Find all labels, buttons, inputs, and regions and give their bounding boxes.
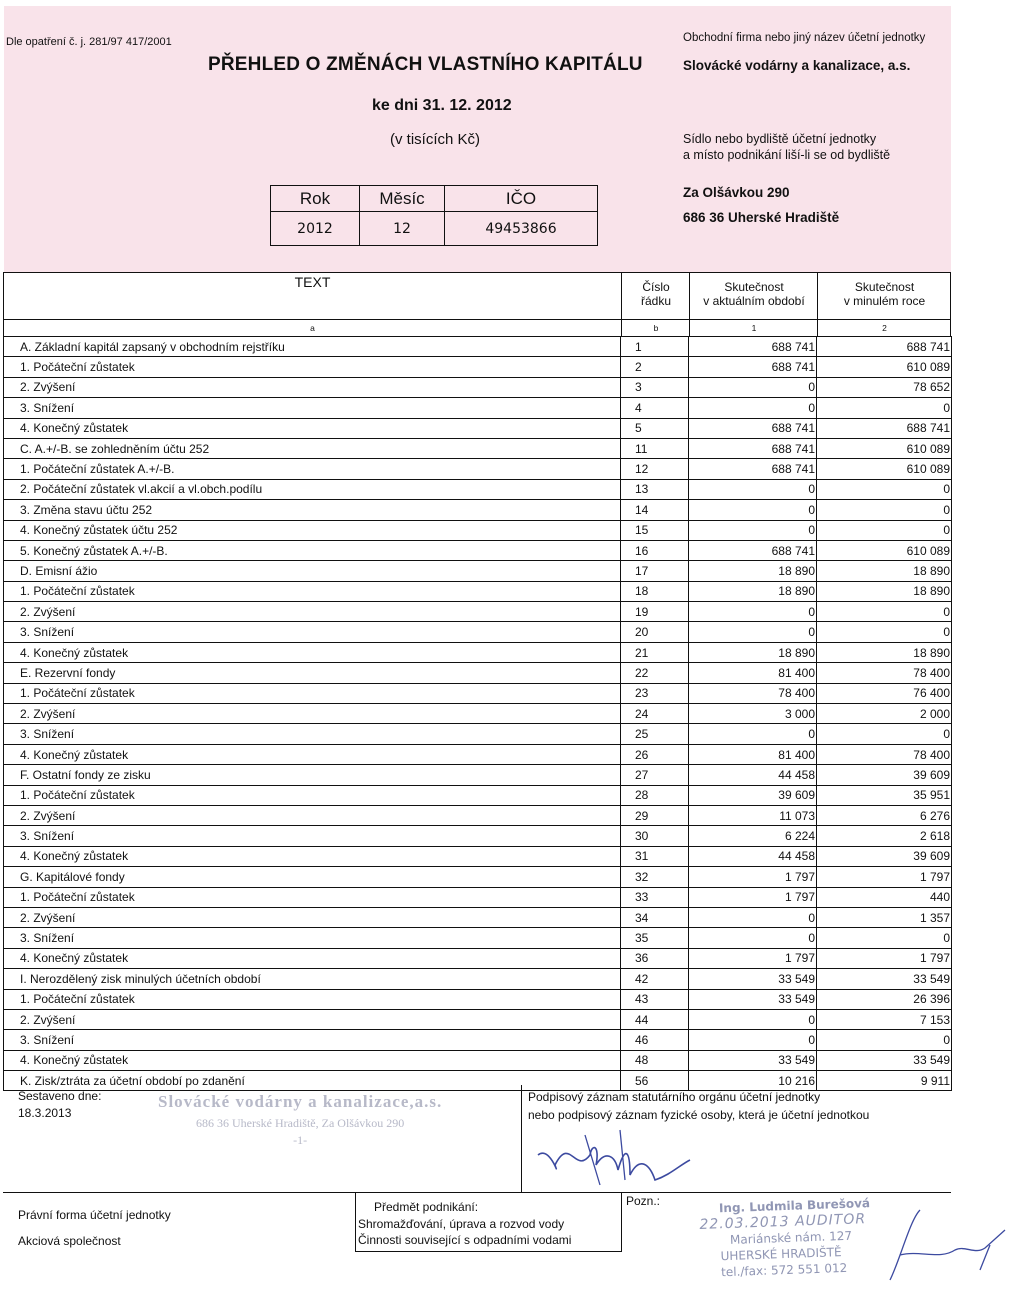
row-current-value: 1 797 <box>689 887 817 907</box>
seat-label-line2: a místo podnikání liší-li se od bydliště <box>683 148 891 162</box>
row-previous-value: 7 153 <box>817 1009 952 1029</box>
column-current <box>689 273 818 336</box>
table-row <box>4 1050 952 1070</box>
row-label: 4. Konečný zůstatek účtu 252 <box>4 520 621 540</box>
auditor-name: Ing. Ludmila Burešová <box>718 1196 871 1216</box>
stamp-line3: -1- <box>293 1133 308 1147</box>
business-line2: Činnosti související s odpadními vodami <box>358 1233 572 1247</box>
compiled-block <box>18 1088 101 1122</box>
row-previous-value: 688 741 <box>817 418 952 438</box>
row-label: K. Zisk/ztráta za účetní období po zdanění <box>4 1071 621 1091</box>
row-previous-value: 1 357 <box>817 907 952 927</box>
row-previous-value: 610 089 <box>817 357 952 377</box>
table-body <box>4 337 952 1091</box>
row-previous-value: 0 <box>817 602 952 622</box>
row-label: 4. Konečný zůstatek <box>4 642 621 662</box>
row-previous-value: 0 <box>817 398 952 418</box>
row-current-value: 0 <box>689 377 817 397</box>
row-previous-value: 0 <box>817 622 952 642</box>
table-row <box>4 765 952 785</box>
id-header-ico: IČO <box>445 186 598 212</box>
address <box>683 180 839 230</box>
row-number: 48 <box>621 1050 689 1070</box>
address-line2: 686 36 Uherské Hradiště <box>683 210 840 225</box>
decree-reference: Dle opatření č. j. 281/97 417/2001 <box>6 36 172 48</box>
row-current-value: 10 216 <box>689 1071 817 1091</box>
currency-units: (v tisících Kč) <box>390 131 481 148</box>
row-current-value: 78 400 <box>689 683 817 703</box>
row-number: 35 <box>621 928 689 948</box>
table-row <box>4 846 952 866</box>
signature-label-line1: Podpisový záznam statutárního orgánu účetní jednotky <box>528 1090 821 1104</box>
row-number: 23 <box>621 683 689 703</box>
signature-label-line2: nebo podpisový záznam fyzické osoby, která je účetní jednotkou <box>528 1108 870 1122</box>
row-label: 3. Snížení <box>4 826 621 846</box>
row-label: 2. Počáteční zůstatek vl.akcií a vl.obch.podílu <box>4 479 621 499</box>
table-row <box>4 602 952 622</box>
row-number: 17 <box>621 561 689 581</box>
row-previous-value: 6 276 <box>817 805 952 825</box>
row-number: 11 <box>621 438 689 458</box>
row-label: 3. Snížení <box>4 398 621 418</box>
row-number: 12 <box>621 459 689 479</box>
row-previous-value: 0 <box>817 479 952 499</box>
row-label: 1. Počáteční zůstatek <box>4 683 621 703</box>
row-previous-value: 2 618 <box>817 826 952 846</box>
table-row <box>4 948 952 968</box>
table-row <box>4 377 952 397</box>
row-previous-value: 610 089 <box>817 459 952 479</box>
row-number: 46 <box>621 1030 689 1050</box>
row-label: 1. Počáteční zůstatek <box>4 989 621 1009</box>
row-current-value: 33 549 <box>689 989 817 1009</box>
table-row <box>4 867 952 887</box>
table-row <box>4 704 952 724</box>
column-text: TEXT <box>294 274 331 290</box>
row-number: 56 <box>621 1071 689 1091</box>
column-sub-1: 1 <box>751 323 757 333</box>
compiled-label: Sestaveno dne: <box>18 1089 102 1103</box>
bottom-underline <box>355 1251 621 1252</box>
row-current-value: 3 000 <box>689 704 817 724</box>
row-number: 42 <box>621 969 689 989</box>
table-row <box>4 581 952 601</box>
row-number: 36 <box>621 948 689 968</box>
row-current-value: 1 797 <box>689 867 817 887</box>
row-label: 1. Počáteční zůstatek <box>4 581 621 601</box>
table-row <box>4 907 952 927</box>
row-previous-value: 39 609 <box>817 846 952 866</box>
id-value-year: 2012 <box>271 212 360 246</box>
row-number: 16 <box>621 540 689 560</box>
row-label: F. Ostatní fondy ze zisku <box>4 765 621 785</box>
row-current-value: 18 890 <box>689 642 817 662</box>
row-current-value: 688 741 <box>689 337 817 357</box>
row-current-value: 81 400 <box>689 744 817 764</box>
row-previous-value: 78 400 <box>817 744 952 764</box>
auditor-date: 22.03.2013 <box>699 1213 790 1233</box>
id-header-month: Měsíc <box>360 186 445 212</box>
column-current-line2: v aktuálním období <box>703 294 805 308</box>
row-label: 4. Konečný zůstatek <box>4 744 621 764</box>
row-label: 4. Konečný zůstatek <box>4 948 621 968</box>
bottom-divider-1 <box>355 1192 356 1252</box>
row-current-value: 39 609 <box>689 785 817 805</box>
row-previous-value: 35 951 <box>817 785 952 805</box>
row-current-value: 0 <box>689 1030 817 1050</box>
row-previous-value: 1 797 <box>817 948 952 968</box>
row-number: 1 <box>621 337 689 357</box>
report-date: ke dni 31. 12. 2012 <box>372 97 512 114</box>
row-current-value: 6 224 <box>689 826 817 846</box>
table-row <box>4 683 952 703</box>
row-label: A. Základní kapitál zapsaný v obchodním rejstříku <box>4 337 621 357</box>
stamp-line2: 686 36 Uherské Hradiště, Za Olšávkou 290 <box>196 1116 405 1130</box>
row-number: 32 <box>621 867 689 887</box>
row-previous-value: 33 549 <box>817 969 952 989</box>
address-line1: Za Olšávkou 290 <box>683 185 790 200</box>
row-previous-value: 688 741 <box>817 337 952 357</box>
row-previous-value: 18 890 <box>817 561 952 581</box>
row-number: 21 <box>621 642 689 662</box>
table-row <box>4 622 952 642</box>
row-number: 31 <box>621 846 689 866</box>
note-label: Pozn.: <box>626 1194 661 1208</box>
row-label: 3. Snížení <box>4 928 621 948</box>
table-row <box>4 561 952 581</box>
compiled-date: 18.3.2013 <box>18 1106 72 1120</box>
row-label: 2. Zvýšení <box>4 704 621 724</box>
row-current-value: 11 073 <box>689 805 817 825</box>
stamp-line1: Slovácké vodárny a kanalizace,a.s. <box>158 1092 443 1111</box>
legal-form-label: Právní forma účetní jednotky <box>18 1208 171 1222</box>
id-value-ico: 49453866 <box>445 212 598 246</box>
row-label: 1. Počáteční zůstatek <box>4 357 621 377</box>
row-label: 1. Počáteční zůstatek <box>4 887 621 907</box>
row-previous-value: 0 <box>817 520 952 540</box>
row-number: 25 <box>621 724 689 744</box>
row-previous-value: 18 890 <box>817 581 952 601</box>
table-row <box>4 642 952 662</box>
table-row <box>4 826 952 846</box>
table-header <box>3 272 951 336</box>
table-row <box>4 459 952 479</box>
table-row <box>4 1009 952 1029</box>
row-current-value: 18 890 <box>689 561 817 581</box>
row-current-value: 0 <box>689 479 817 499</box>
row-current-value: 18 890 <box>689 581 817 601</box>
table-row <box>4 479 952 499</box>
seat-label <box>683 131 945 163</box>
row-number: 22 <box>621 663 689 683</box>
row-number: 2 <box>621 357 689 377</box>
row-previous-value: 78 400 <box>817 663 952 683</box>
row-previous-value: 440 <box>817 887 952 907</box>
row-number: 27 <box>621 765 689 785</box>
table-row <box>4 357 952 377</box>
row-number: 24 <box>621 704 689 724</box>
column-previous-line1: Skutečnost <box>854 280 915 294</box>
business-block <box>358 1199 571 1249</box>
row-number: 18 <box>621 581 689 601</box>
column-sub-b: b <box>653 323 659 333</box>
row-label: 2. Zvýšení <box>4 1009 621 1029</box>
row-number: 4 <box>621 398 689 418</box>
table-row <box>4 969 952 989</box>
table-row <box>4 1030 952 1050</box>
row-previous-value: 0 <box>817 1030 952 1050</box>
row-label: D. Emisní ážio <box>4 561 621 581</box>
row-current-value: 0 <box>689 500 817 520</box>
row-current-value: 0 <box>689 724 817 744</box>
table-row <box>4 663 952 683</box>
row-number: 26 <box>621 744 689 764</box>
row-number: 29 <box>621 805 689 825</box>
id-value-month: 12 <box>360 212 445 246</box>
column-row-number <box>621 273 690 336</box>
column-sub-2: 2 <box>882 323 887 333</box>
id-header-year: Rok <box>271 186 360 212</box>
equity-table <box>3 272 951 1091</box>
row-previous-value: 9 911 <box>817 1071 952 1091</box>
row-current-value: 0 <box>689 622 817 642</box>
table-row <box>4 805 952 825</box>
row-previous-value: 33 549 <box>817 1050 952 1070</box>
row-current-value: 0 <box>689 907 817 927</box>
legal-form-block <box>18 1202 171 1254</box>
row-label: 4. Konečný zůstatek <box>4 846 621 866</box>
row-current-value: 44 458 <box>689 765 817 785</box>
table-row <box>4 540 952 560</box>
row-label: 2. Zvýšení <box>4 377 621 397</box>
row-label: 4. Konečný zůstatek <box>4 418 621 438</box>
row-previous-value: 610 089 <box>817 540 952 560</box>
data-table <box>3 336 952 1091</box>
row-number: 14 <box>621 500 689 520</box>
row-label: 1. Počáteční zůstatek A.+/-B. <box>4 459 621 479</box>
row-previous-value: 18 890 <box>817 642 952 662</box>
row-current-value: 0 <box>689 1009 817 1029</box>
row-previous-value: 76 400 <box>817 683 952 703</box>
table-row <box>4 744 952 764</box>
row-label: 4. Konečný zůstatek <box>4 1050 621 1070</box>
business-line1: Shromažďování, úprava a rozvod vody <box>358 1216 565 1231</box>
business-label: Předmět podnikání: <box>374 1200 479 1214</box>
row-previous-value: 0 <box>817 928 952 948</box>
row-previous-value: 0 <box>817 724 952 744</box>
auditor-stamp <box>699 1195 873 1281</box>
row-current-value: 688 741 <box>689 418 817 438</box>
auditor-city: UHERSKÉ HRADIŠTĚ <box>720 1245 842 1264</box>
table-row <box>4 785 952 805</box>
table-row <box>4 989 952 1009</box>
row-current-value: 688 741 <box>689 459 817 479</box>
signature-divider <box>521 1085 522 1192</box>
column-row-number-line2: řádku <box>640 294 672 308</box>
row-current-value: 33 549 <box>689 1050 817 1070</box>
row-number: 33 <box>621 887 689 907</box>
row-current-value: 1 797 <box>689 948 817 968</box>
seat-label-line1: Sídlo nebo bydliště účetní jednotky <box>683 132 877 146</box>
row-label: 1. Počáteční zůstatek <box>4 785 621 805</box>
auditor-signature <box>880 1200 1015 1290</box>
row-current-value: 0 <box>689 928 817 948</box>
row-current-value: 0 <box>689 602 817 622</box>
legal-form-value: Akciová společnost <box>18 1234 121 1248</box>
row-number: 3 <box>621 377 689 397</box>
row-current-value: 81 400 <box>689 663 817 683</box>
row-number: 34 <box>621 907 689 927</box>
row-previous-value: 2 000 <box>817 704 952 724</box>
auditor-street: Mariánské nám. 127 <box>729 1228 853 1247</box>
signature-graphic <box>530 1125 710 1195</box>
row-number: 43 <box>621 989 689 1009</box>
row-number: 30 <box>621 826 689 846</box>
row-current-value: 688 741 <box>689 357 817 377</box>
table-row <box>4 928 952 948</box>
table-row <box>4 500 952 520</box>
bottom-divider-2 <box>621 1192 622 1252</box>
row-current-value: 688 741 <box>689 540 817 560</box>
row-label: 2. Zvýšení <box>4 907 621 927</box>
row-previous-value: 78 652 <box>817 377 952 397</box>
firm-label: Obchodní firma nebo jiný název účetní jednotky <box>683 32 926 44</box>
header-divider <box>4 319 950 320</box>
row-previous-value: 610 089 <box>817 438 952 458</box>
table-row <box>4 418 952 438</box>
row-number: 15 <box>621 520 689 540</box>
row-label: I. Nerozdělený zisk minulých účetních období <box>4 969 621 989</box>
row-label: 3. Snížení <box>4 1030 621 1050</box>
firm-name: Slovácké vodárny a kanalizace, a.s. <box>683 58 911 73</box>
row-label: 2. Zvýšení <box>4 602 621 622</box>
table-row <box>4 337 952 357</box>
row-previous-value: 1 797 <box>817 867 952 887</box>
row-label: 3. Snížení <box>4 724 621 744</box>
company-stamp <box>158 1092 442 1148</box>
row-number: 44 <box>621 1009 689 1029</box>
row-current-value: 0 <box>689 520 817 540</box>
auditor-phone: tel./fax: 572 551 012 <box>720 1260 848 1280</box>
row-previous-value: 26 396 <box>817 989 952 1009</box>
row-label: G. Kapitálové fondy <box>4 867 621 887</box>
row-number: 13 <box>621 479 689 499</box>
auditor-title: AUDITOR <box>794 1211 867 1230</box>
row-label: C. A.+/-B. se zohledněním účtu 252 <box>4 438 621 458</box>
row-number: 19 <box>621 602 689 622</box>
row-current-value: 688 741 <box>689 438 817 458</box>
row-number: 5 <box>621 418 689 438</box>
table-row <box>4 520 952 540</box>
table-row <box>4 887 952 907</box>
row-label: 3. Snížení <box>4 622 621 642</box>
table-row <box>4 724 952 744</box>
row-previous-value: 39 609 <box>817 765 952 785</box>
row-current-value: 33 549 <box>689 969 817 989</box>
table-row <box>4 438 952 458</box>
row-previous-value: 0 <box>817 500 952 520</box>
row-label: E. Rezervní fondy <box>4 663 621 683</box>
column-current-line1: Skutečnost <box>724 280 784 294</box>
row-number: 28 <box>621 785 689 805</box>
column-previous-line2: v minulém roce <box>843 294 926 308</box>
row-label: 2. Zvýšení <box>4 805 621 825</box>
row-current-value: 0 <box>689 398 817 418</box>
column-previous <box>817 273 951 336</box>
column-sub-a: a <box>310 323 315 333</box>
row-label: 3. Změna stavu účtu 252 <box>4 500 621 520</box>
row-current-value: 44 458 <box>689 846 817 866</box>
id-box <box>270 185 598 246</box>
column-row-number-line1: Číslo <box>642 280 670 294</box>
row-label: 5. Konečný zůstatek A.+/-B. <box>4 540 621 560</box>
signature-label <box>528 1088 869 1124</box>
row-number: 20 <box>621 622 689 642</box>
table-row <box>4 398 952 418</box>
page-title: PŘEHLED O ZMĚNÁCH VLASTNÍHO KAPITÁLU <box>208 54 643 75</box>
